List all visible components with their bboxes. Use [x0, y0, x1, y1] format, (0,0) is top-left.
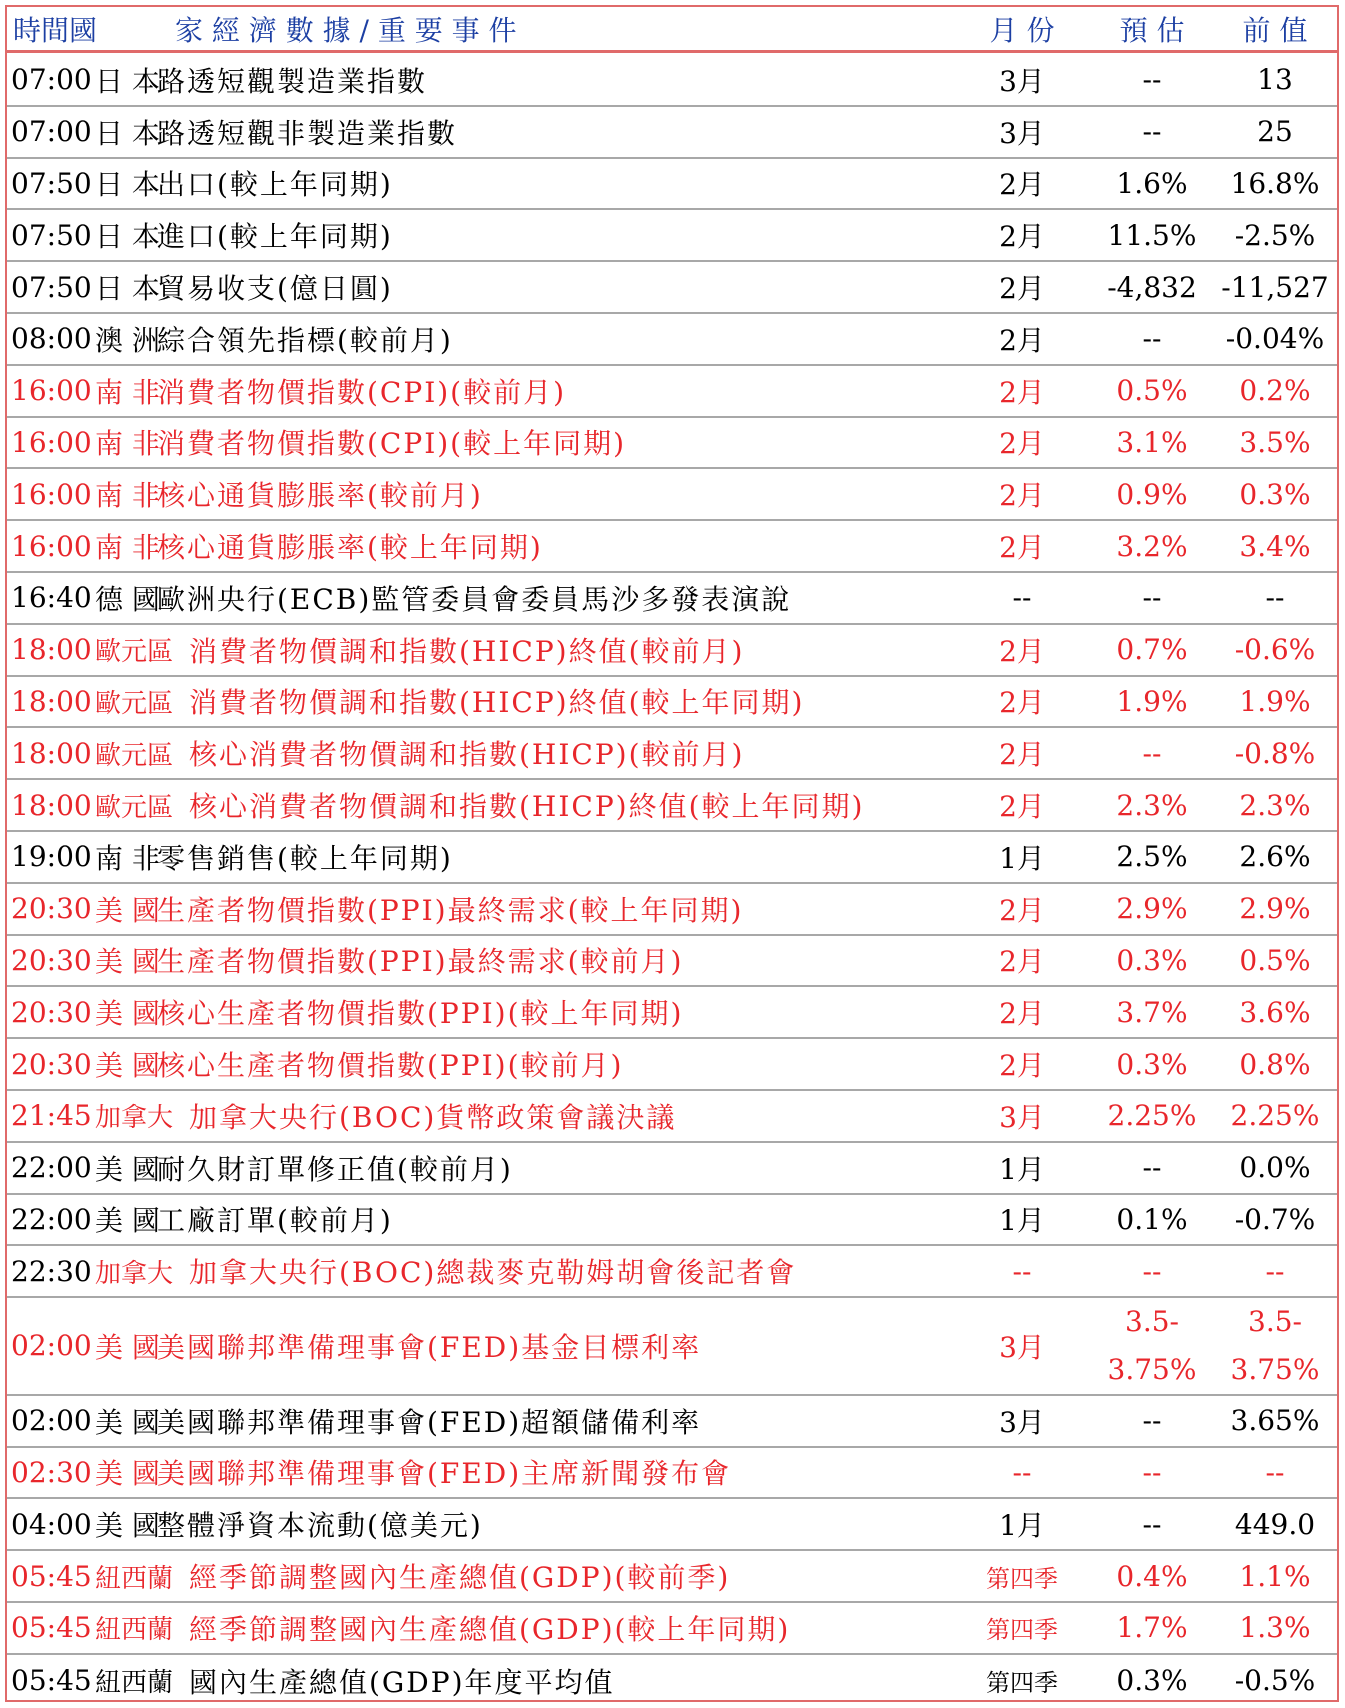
row-forecast: --: [1142, 1404, 1162, 1438]
row-previous: 0.8%: [1239, 1047, 1311, 1081]
table-row: [7, 1195, 1337, 1247]
forecast-line: 3.75%: [1107, 1352, 1197, 1386]
row-country: 澳 洲: [95, 323, 160, 357]
row-event: 核心通貨膨脹率(較上年同期): [157, 531, 543, 565]
row-previous: 3.6%: [1239, 995, 1311, 1029]
row-forecast: --: [1142, 1507, 1162, 1541]
table-row: [7, 1091, 1337, 1143]
row-forecast: 0.3%: [1116, 943, 1188, 977]
row-time: 18:00: [11, 684, 92, 718]
row-month: 2月: [999, 893, 1045, 927]
row-event: 美國聯邦準備理事會(FED)超額儲備利率: [157, 1405, 702, 1439]
row-country: 歐元區: [95, 792, 174, 823]
row-forecast: 0.4%: [1116, 1559, 1188, 1593]
row-event: 消費者物價指數(CPI)(較上年同期): [157, 427, 627, 461]
row-time: 18:00: [11, 736, 92, 770]
row-forecast: --: [1142, 115, 1162, 149]
row-country: 美 國: [95, 1405, 160, 1439]
row-previous: 2.9%: [1239, 892, 1311, 926]
row-time: 16:00: [11, 477, 92, 511]
row-month: 2月: [999, 220, 1045, 254]
row-month: 2月: [999, 323, 1045, 357]
row-country: 加拿大: [95, 1258, 174, 1289]
row-country: 日 本: [95, 64, 160, 98]
row-month: 第四季: [986, 1616, 1058, 1645]
row-event: 耐久財訂單修正值(較前月): [157, 1152, 513, 1186]
row-month: 2月: [999, 531, 1045, 565]
row-time: 20:30: [11, 995, 92, 1029]
row-previous: 1.9%: [1239, 684, 1311, 718]
row-event: 綜合領先指標(較前月): [157, 323, 453, 357]
row-previous: -0.04%: [1225, 322, 1325, 356]
row-forecast: 0.3%: [1116, 1664, 1188, 1698]
row-country: 美 國: [95, 1204, 160, 1238]
row-month: 1月: [999, 841, 1045, 875]
table-row: [7, 1448, 1337, 1500]
row-previous: 25: [1257, 115, 1293, 149]
row-forecast: 1.6%: [1116, 166, 1188, 200]
row-previous: 3.4%: [1239, 529, 1311, 563]
table-row: [7, 1603, 1337, 1655]
row-country: 日 本: [95, 272, 160, 306]
row-country: 美 國: [95, 1049, 160, 1083]
row-time: 16:00: [11, 529, 92, 563]
table-row: [7, 469, 1337, 521]
row-event: 路透短觀製造業指數: [157, 64, 428, 98]
row-time: 05:45: [11, 1664, 92, 1698]
row-previous: 0.3%: [1239, 477, 1311, 511]
row-month: 3月: [999, 64, 1045, 98]
row-time: 07:50: [11, 166, 92, 200]
row-time: 02:30: [11, 1455, 92, 1489]
row-country: 美 國: [95, 997, 160, 1031]
row-forecast: 0.9%: [1116, 477, 1188, 511]
row-month: 2月: [999, 272, 1045, 306]
row-previous: -0.7%: [1234, 1202, 1316, 1236]
row-country: 南 非: [95, 841, 160, 875]
row-forecast: -4,832: [1107, 270, 1197, 304]
row-time: 16:00: [11, 425, 92, 459]
previous-line: 3.5-: [1248, 1304, 1302, 1338]
table-row: [7, 625, 1337, 677]
header-forecast: 預 估: [1119, 13, 1185, 47]
row-time: 22:00: [11, 1202, 92, 1236]
row-country: 加拿大: [95, 1103, 174, 1134]
row-month: 第四季: [986, 1564, 1058, 1593]
row-country: 美 國: [95, 1152, 160, 1186]
row-forecast: [1087, 1298, 1217, 1394]
row-month: 2月: [999, 168, 1045, 202]
row-previous: 16.8%: [1230, 166, 1320, 200]
row-time: 04:00: [11, 1507, 92, 1541]
row-country: 紐西蘭: [95, 1668, 174, 1699]
table-row: [7, 832, 1337, 884]
row-time: 22:30: [11, 1254, 92, 1288]
table-row: [7, 107, 1337, 159]
row-event: 路透短觀非製造業指數: [157, 116, 458, 150]
row-country: 日 本: [95, 116, 160, 150]
row-month: 3月: [999, 1100, 1045, 1134]
row-previous: 0.0%: [1239, 1151, 1311, 1185]
table-row: [7, 677, 1337, 729]
table-row: [7, 987, 1337, 1039]
row-event: 經季節調整國內生產總值(GDP)(較上年同期): [189, 1612, 791, 1646]
row-event: 消費者物價調和指數(HICP)終值(較上年同期): [189, 686, 805, 720]
row-previous: 3.65%: [1230, 1404, 1320, 1438]
row-forecast: --: [1142, 322, 1162, 356]
row-time: 20:30: [11, 943, 92, 977]
table-row: [7, 159, 1337, 211]
row-event: 零售銷售(較上年同期): [157, 841, 453, 875]
row-country: 美 國: [95, 1330, 160, 1364]
row-time: 16:00: [11, 374, 92, 408]
row-country: 歐元區: [95, 637, 174, 668]
row-country: 日 本: [95, 168, 160, 202]
row-month: --: [1012, 1254, 1032, 1288]
row-time: 07:00: [11, 63, 92, 97]
table-row: [7, 884, 1337, 936]
row-event: 核心消費者物價調和指數(HICP)終值(較上年同期): [189, 790, 865, 824]
row-month: --: [1012, 1455, 1032, 1489]
table-row: [7, 1143, 1337, 1195]
table-row: [7, 1655, 1337, 1707]
row-previous: 1.1%: [1239, 1559, 1311, 1593]
row-forecast: 2.3%: [1116, 788, 1188, 822]
row-country: 美 國: [95, 1457, 160, 1491]
row-event: 經季節調整國內生產總值(GDP)(較前季): [189, 1561, 731, 1595]
row-previous: 2.3%: [1239, 788, 1311, 822]
row-month: 2月: [999, 997, 1045, 1031]
table-row: [7, 573, 1337, 625]
table-row: [7, 1246, 1337, 1298]
row-time: 20:30: [11, 892, 92, 926]
table-row: [7, 210, 1337, 262]
row-time: 16:40: [11, 581, 92, 615]
table-row: [7, 728, 1337, 780]
row-month: --: [1012, 581, 1032, 615]
row-forecast: 1.7%: [1116, 1611, 1188, 1645]
row-event: 加拿大央行(BOC)總裁麥克勒姆胡會後記者會: [189, 1256, 797, 1290]
row-forecast: --: [1142, 1151, 1162, 1185]
row-event: 整體淨資本流動(億美元): [157, 1509, 483, 1543]
row-month: 第四季: [986, 1669, 1058, 1698]
header-event: 家 經 濟 數 據 / 重 要 事 件: [175, 13, 517, 47]
row-month: 2月: [999, 686, 1045, 720]
row-country: 南 非: [95, 531, 160, 565]
row-month: 2月: [999, 738, 1045, 772]
table-row: [7, 521, 1337, 573]
table-row: [7, 936, 1337, 988]
table-row: [7, 418, 1337, 470]
row-time: 19:00: [11, 840, 92, 874]
row-forecast: --: [1142, 1455, 1162, 1489]
row-time: 22:00: [11, 1151, 92, 1185]
row-previous: 2.25%: [1230, 1099, 1320, 1133]
row-forecast: 1.9%: [1116, 684, 1188, 718]
row-time: 18:00: [11, 788, 92, 822]
row-country: 德 國: [95, 582, 160, 616]
row-forecast: 3.2%: [1116, 529, 1188, 563]
row-country: 南 非: [95, 375, 160, 409]
row-time: 21:45: [11, 1099, 92, 1133]
row-month: 3月: [999, 1405, 1045, 1439]
row-event: 加拿大央行(BOC)貨幣政策會議決議: [189, 1100, 677, 1134]
table-row: [7, 780, 1337, 832]
header-time-country: 時間國: [13, 13, 98, 47]
row-previous: 0.2%: [1239, 374, 1311, 408]
row-forecast: --: [1142, 581, 1162, 615]
row-forecast: --: [1142, 63, 1162, 97]
table-row: [7, 55, 1337, 107]
table-row: [7, 1396, 1337, 1448]
row-previous: 1.3%: [1239, 1611, 1311, 1645]
row-event: 歐洲央行(ECB)監管委員會委員馬沙多發表演說: [157, 582, 792, 616]
row-country: 美 國: [95, 945, 160, 979]
row-country: 紐西蘭: [95, 1615, 174, 1646]
row-time: 07:50: [11, 218, 92, 252]
table-row: [7, 1298, 1337, 1396]
row-event: 核心消費者物價調和指數(HICP)(較前月): [189, 738, 745, 772]
row-time: 02:00: [11, 1404, 92, 1438]
row-event: 國內生產總值(GDP)年度平均值: [189, 1665, 615, 1699]
row-time: 20:30: [11, 1047, 92, 1081]
row-event: 核心生產者物價指數(PPI)(較前月): [157, 1049, 624, 1083]
row-previous: -2.5%: [1234, 218, 1316, 252]
row-event: 貿易收支(億日圓): [157, 272, 393, 306]
table-row: [7, 1499, 1337, 1551]
row-month: 2月: [999, 1049, 1045, 1083]
row-forecast: 0.3%: [1116, 1047, 1188, 1081]
table-header: [7, 7, 1337, 53]
row-country: 紐西蘭: [95, 1563, 174, 1594]
row-time: 07:50: [11, 270, 92, 304]
row-month: 1月: [999, 1152, 1045, 1186]
row-event: 生產者物價指數(PPI)最終需求(較前月): [157, 945, 684, 979]
row-country: 美 國: [95, 1509, 160, 1543]
row-event: 消費者物價指數(CPI)(較前月): [157, 375, 567, 409]
row-forecast: 0.7%: [1116, 633, 1188, 667]
row-forecast: 3.7%: [1116, 995, 1188, 1029]
row-forecast: 2.9%: [1116, 892, 1188, 926]
row-forecast: 2.25%: [1107, 1099, 1197, 1133]
row-country: 南 非: [95, 479, 160, 513]
row-forecast: 3.1%: [1116, 425, 1188, 459]
row-previous: --: [1265, 1455, 1285, 1489]
header-previous: 前 值: [1242, 13, 1308, 47]
row-previous: 449.0: [1234, 1507, 1316, 1541]
row-time: 08:00: [11, 322, 92, 356]
row-month: 2月: [999, 479, 1045, 513]
header-month: 月 份: [989, 13, 1055, 47]
row-previous: -0.8%: [1234, 736, 1316, 770]
row-country: 歐元區: [95, 740, 174, 771]
row-month: 2月: [999, 427, 1045, 461]
row-country: 歐元區: [95, 688, 174, 719]
row-event: 生產者物價指數(PPI)最終需求(較上年同期): [157, 893, 744, 927]
row-country: 日 本: [95, 220, 160, 254]
row-time: 18:00: [11, 633, 92, 667]
forecast-line: 3.5-: [1125, 1304, 1179, 1338]
row-event: 核心生產者物價指數(PPI)(較上年同期): [157, 997, 684, 1031]
row-event: 進口(較上年同期): [157, 220, 393, 254]
row-month: 1月: [999, 1204, 1045, 1238]
table-row: [7, 366, 1337, 418]
row-event: 美國聯邦準備理事會(FED)主席新聞發布會: [157, 1457, 732, 1491]
row-previous: [1207, 1298, 1343, 1394]
row-previous: 0.5%: [1239, 943, 1311, 977]
table-row: [7, 314, 1337, 366]
row-event: 出口(較上年同期): [157, 168, 393, 202]
row-forecast: --: [1142, 736, 1162, 770]
table-row: [7, 1551, 1337, 1603]
row-time: 07:00: [11, 115, 92, 149]
row-forecast: 0.5%: [1116, 374, 1188, 408]
row-month: 3月: [999, 1330, 1045, 1364]
row-forecast: --: [1142, 1254, 1162, 1288]
row-forecast: 0.1%: [1116, 1202, 1188, 1236]
previous-line: 3.75%: [1230, 1352, 1320, 1386]
row-month: 1月: [999, 1509, 1045, 1543]
row-event: 消費者物價調和指數(HICP)終值(較前月): [189, 634, 745, 668]
row-month: 2月: [999, 790, 1045, 824]
row-time: 05:45: [11, 1559, 92, 1593]
row-previous: -0.5%: [1234, 1664, 1316, 1698]
row-month: 2月: [999, 945, 1045, 979]
row-time: 05:45: [11, 1611, 92, 1645]
row-month: 2月: [999, 375, 1045, 409]
row-country: 南 非: [95, 427, 160, 461]
row-previous: 3.5%: [1239, 425, 1311, 459]
row-time: 02:00: [11, 1329, 92, 1363]
row-forecast: 2.5%: [1116, 840, 1188, 874]
row-previous: -0.6%: [1234, 633, 1316, 667]
row-forecast: 11.5%: [1107, 218, 1197, 252]
row-previous: 13: [1257, 63, 1293, 97]
row-previous: --: [1265, 1254, 1285, 1288]
table-row: [7, 1039, 1337, 1091]
row-previous: --: [1265, 581, 1285, 615]
economic-calendar-table: [5, 5, 1339, 1702]
table-row: [7, 262, 1337, 314]
row-event: 工廠訂單(較前月): [157, 1204, 393, 1238]
row-previous: 2.6%: [1239, 840, 1311, 874]
row-event: 核心通貨膨脹率(較前月): [157, 479, 483, 513]
row-event: 美國聯邦準備理事會(FED)基金目標利率: [157, 1330, 702, 1364]
row-month: 2月: [999, 634, 1045, 668]
row-month: 3月: [999, 116, 1045, 150]
row-previous: -11,527: [1221, 270, 1329, 304]
row-country: 美 國: [95, 893, 160, 927]
